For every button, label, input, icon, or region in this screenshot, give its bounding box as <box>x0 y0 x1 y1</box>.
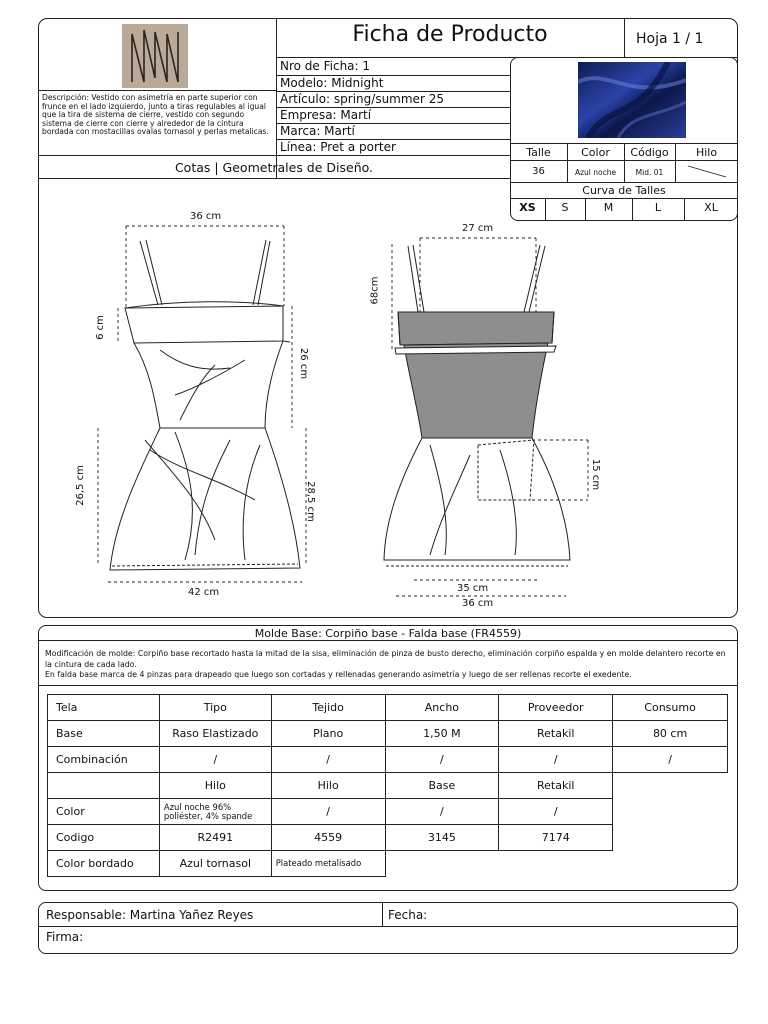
size-m[interactable]: M <box>603 201 614 214</box>
swatch-header-hilo: Hilo <box>695 146 718 159</box>
back-dress-drawing <box>384 245 570 566</box>
dim-front-bodice: 26 cm <box>298 347 310 380</box>
cell: Plano <box>271 721 385 747</box>
dim-back-height: 68cm <box>369 276 381 305</box>
cell: Azul tornasol <box>159 851 271 877</box>
swatch-header-color: Color <box>581 146 610 159</box>
cell <box>48 773 160 799</box>
field-marca: Marca: Martí <box>280 124 355 138</box>
cell: Combinación <box>48 747 160 773</box>
cell: Azul noche 96% poliéster, 4% spande <box>159 799 271 825</box>
header-proveedor: Proveedor <box>499 695 613 721</box>
swatch-value-talle: 36 <box>532 166 545 177</box>
cell: Codigo <box>48 825 160 851</box>
responsable-field[interactable]: Responsable: Martina Yañez Reyes <box>46 908 254 922</box>
molde-description <box>45 649 735 681</box>
dim-front-top-width: 36 cm <box>190 211 222 222</box>
swatch-header-codigo: Código <box>630 146 669 159</box>
subheader-retakil: Retakil <box>499 773 613 799</box>
table-row <box>48 721 728 747</box>
section-title: Cotas | Geometrales de Diseño. <box>174 160 374 175</box>
molde-title: Molde Base: Corpiño base - Falda base (FR4559) <box>254 627 522 640</box>
cell: R2491 <box>159 825 271 851</box>
header-ancho: Ancho <box>385 695 499 721</box>
swatch-value-codigo: Mid. 01 <box>635 168 664 177</box>
table-row <box>48 851 728 877</box>
dim-front-flap: 6 cm <box>94 315 106 340</box>
dim-back-panel: 15 cm <box>590 458 602 491</box>
cell: / <box>385 747 499 773</box>
page-title: Ficha de Producto <box>352 22 548 47</box>
front-dress-drawing <box>110 240 300 570</box>
dim-back-top-width: 27 cm <box>462 223 494 234</box>
cell: / <box>499 747 613 773</box>
cell: Plateado metalisado <box>271 851 385 877</box>
swatch-header-talle: Talle <box>526 146 551 159</box>
header-consumo: Consumo <box>613 695 728 721</box>
field-articulo: Artículo: spring/summer 25 <box>280 92 444 106</box>
cell: / <box>499 799 613 825</box>
cell: Color bordado <box>48 851 160 877</box>
materials-table <box>47 694 728 877</box>
field-linea: Línea: Pret a porter <box>280 140 396 154</box>
header-tipo: Tipo <box>159 695 271 721</box>
molde-line-1: Modificación de molde: Corpiño base recortado hasta la mitad de la sisa, eliminación de pinza de busto derecho, eliminación corpiño espalda y en molde delantero recorte en la cintura de cada lado. <box>45 649 726 669</box>
field-empresa: Empresa: Martí <box>280 108 372 122</box>
dim-front-skirt-left: 26,5 cm <box>74 465 86 506</box>
cell: 80 cm <box>613 721 728 747</box>
size-xl[interactable]: XL <box>704 201 718 214</box>
fecha-field[interactable]: Fecha: <box>388 908 428 922</box>
dim-front-skirt-right: 28,5 cm <box>304 481 316 522</box>
firma-field[interactable]: Firma: <box>46 930 84 944</box>
table-row <box>48 773 728 799</box>
cell: Color <box>48 799 160 825</box>
page-number: Hoja 1 / 1 <box>636 31 704 47</box>
table-row <box>48 747 728 773</box>
cell: / <box>271 799 385 825</box>
cell: Raso Elastizado <box>159 721 271 747</box>
cell: 3145 <box>385 825 499 851</box>
size-s[interactable]: S <box>561 201 569 214</box>
cell: 7174 <box>499 825 613 851</box>
dim-back-hem: 36 cm <box>462 598 494 609</box>
cell: 1,50 M <box>385 721 499 747</box>
table-row <box>48 825 728 851</box>
dim-back-inner-hem: 35 cm <box>457 583 489 594</box>
table-row <box>48 799 728 825</box>
description-text: Descripción: Vestido con asimetría en parte superior con frunce en el lado izquierdo, junto a tiras regulables al igual que la tira de sistema de cierre, vestido con segundo sistema de cierre con cierre y alrededor de la cintura bordada con mostacillas ovalas tornasol y perlas metalicas. <box>42 93 269 137</box>
table-row <box>48 695 728 721</box>
cell: / <box>613 747 728 773</box>
subheader-base: Base <box>385 773 499 799</box>
cell: Retakil <box>499 721 613 747</box>
size-xs[interactable]: XS <box>519 201 536 214</box>
curve-title: Curva de Talles <box>582 184 666 197</box>
cell: 4559 <box>271 825 385 851</box>
dim-front-hem: 42 cm <box>188 587 220 598</box>
molde-line-2: En falda base marca de 4 pinzas para drapeado que luego son cortadas y rellenadas generando asimetría y luego de ser rellenas recorte el exedente. <box>45 670 632 680</box>
header-tejido: Tejido <box>271 695 385 721</box>
subheader-hilo: Hilo <box>159 773 271 799</box>
cell: / <box>271 747 385 773</box>
size-l[interactable]: L <box>654 201 662 214</box>
swatch-value-color: Azul noche <box>574 168 617 177</box>
cell: / <box>159 747 271 773</box>
cell: / <box>385 799 499 825</box>
field-modelo: Modelo: Midnight <box>280 76 384 90</box>
header-tela: Tela <box>48 695 160 721</box>
cell: Base <box>48 721 160 747</box>
subheader-hilo-2: Hilo <box>271 773 385 799</box>
field-nro-ficha: Nro de Ficha: 1 <box>280 59 371 73</box>
